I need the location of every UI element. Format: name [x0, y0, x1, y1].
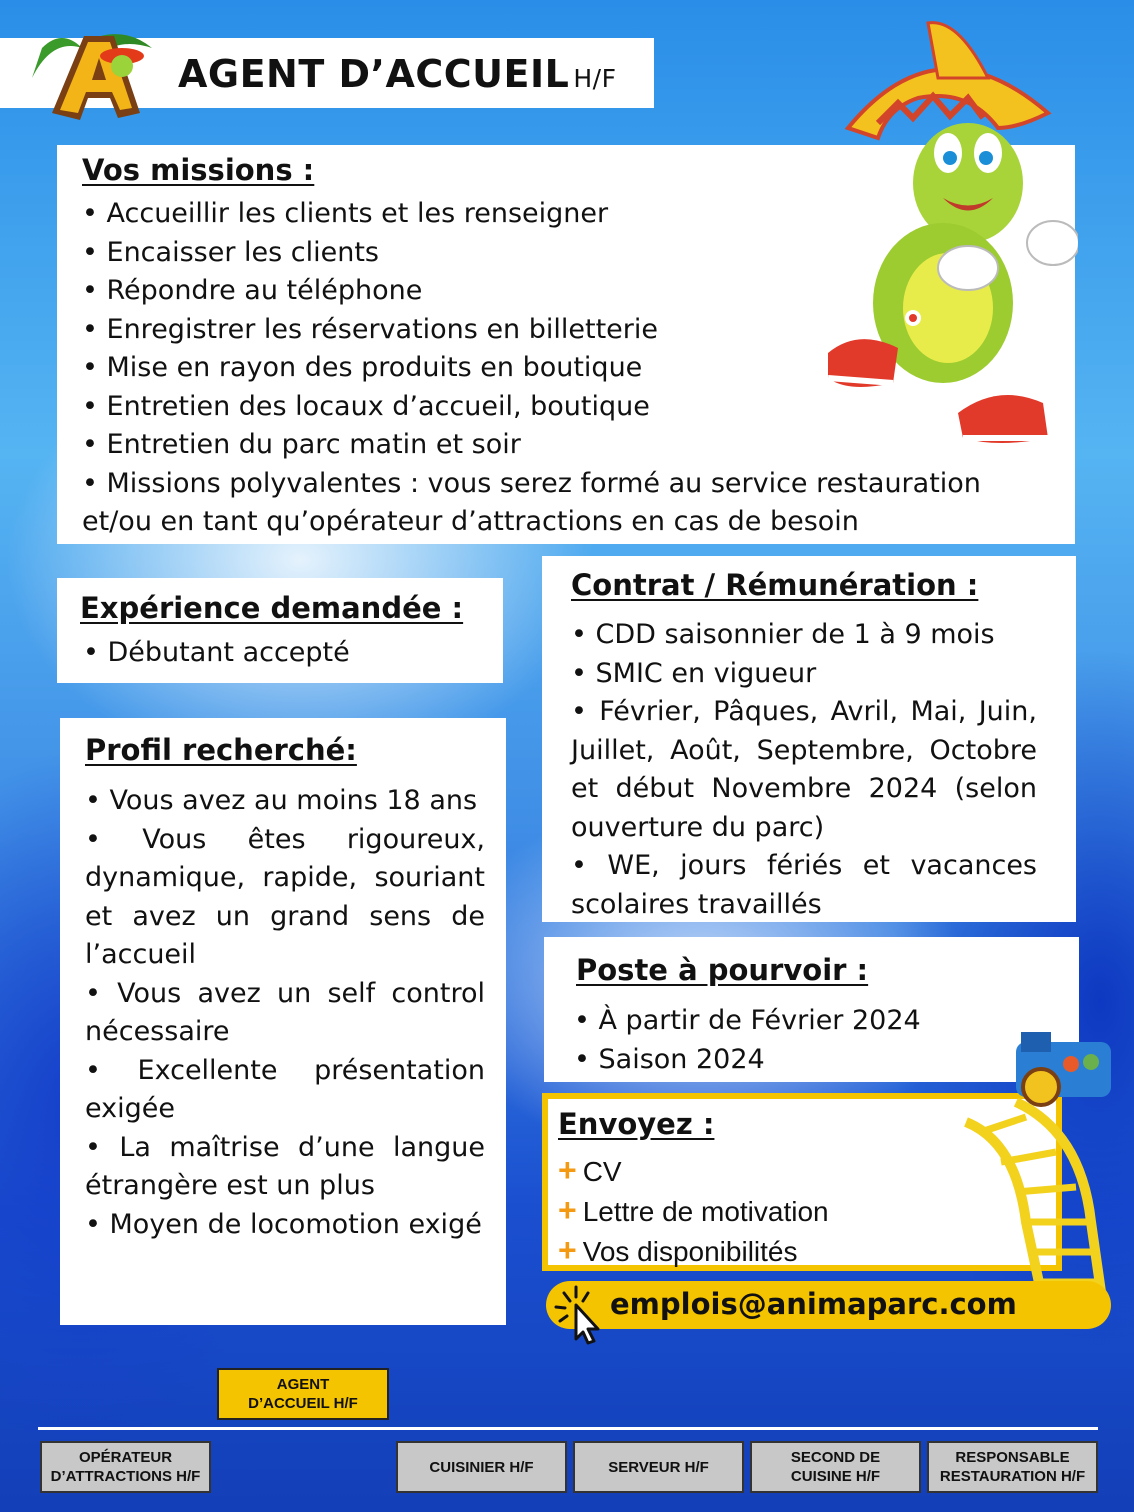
list-item: • Moyen de locomotion exigé [85, 1208, 482, 1240]
list-item: • Vous avez un self control nécessaire [85, 977, 485, 1047]
nav-operateur-attractions-button[interactable]: OPÉRATEUR D’ATTRACTIONS H/F [40, 1441, 211, 1493]
contrat-heading: Contrat / Rémunération : [571, 568, 979, 602]
list-item: • Enregistrer les réservations en billetterie [82, 313, 659, 345]
nav-divider [38, 1427, 1098, 1430]
contrat-list [571, 616, 1037, 924]
profil-section [60, 718, 506, 1325]
envoyez-heading: Envoyez : [558, 1107, 715, 1141]
plus-icon: + [558, 1152, 577, 1188]
nav-second-cuisine-button[interactable]: SECOND DE CUISINE H/F [750, 1441, 921, 1493]
list-item: • Encaisser les clients [82, 236, 379, 268]
mascot-image [818, 18, 1078, 458]
list-item: et/ou en tant qu’opérateur d’attractions en cas de besoin [82, 506, 859, 537]
contrat-section [542, 556, 1076, 922]
list-item: • Février, Pâques, Avril, Mai, Juin, Juillet, Août, Septembre, Octobre et début Novembre 2024 (selon ouverture du parc) [571, 696, 1037, 843]
list-item: • Débutant accepté [83, 637, 350, 668]
missions-heading: Vos missions : [82, 153, 315, 187]
page-title: AGENT D’ACCUEIL H/F [178, 52, 617, 96]
list-item: • À partir de Février 2024 [574, 1005, 921, 1036]
list-item: + CV [558, 1152, 622, 1188]
list-item: • Entretien des locaux d’accueil, boutique [82, 390, 650, 422]
email-banner [546, 1281, 1111, 1329]
nav-responsable-restauration-button[interactable]: RESPONSABLE RESTAURATION H/F [927, 1441, 1098, 1493]
list-item: • Missions polyvalentes : vous serez formé au service restauration [82, 467, 981, 499]
email-address[interactable]: emplois@animaparc.com [610, 1287, 1017, 1321]
experience-heading: Expérience demandée : [80, 591, 464, 625]
plus-icon: + [558, 1192, 577, 1228]
list-item: + Lettre de motivation [558, 1192, 829, 1228]
list-item: • Mise en rayon des produits en boutique [82, 352, 643, 383]
nav-agent-accueil-button[interactable]: AGENT D’ACCUEIL H/F [217, 1368, 389, 1420]
click-cursor-icon [550, 1283, 610, 1345]
list-item: • WE, jours fériés et vacances scolaires travaillés [571, 850, 1037, 920]
list-item: • Vous avez au moins 18 ans [85, 785, 478, 816]
nav-serveur-button[interactable]: SERVEUR H/F [573, 1441, 744, 1493]
list-item: • Vous êtes rigoureux, dynamique, rapide, souriant et avez un grand sens de l’accueil [85, 823, 485, 970]
profil-heading: Profil recherché: [85, 733, 357, 767]
experience-section [57, 578, 503, 683]
plus-icon: + [558, 1232, 577, 1268]
list-item: • La maîtrise d’une langue étrangère est un plus [85, 1131, 485, 1201]
list-item: + Vos disponibilités [558, 1232, 798, 1268]
poste-heading: Poste à pourvoir : [576, 953, 869, 987]
list-item: • Saison 2024 [574, 1043, 765, 1075]
roller-coaster-image [866, 1022, 1126, 1292]
logo-a-icon [22, 18, 172, 128]
list-item: • CDD saisonnier de 1 à 9 mois [571, 619, 995, 650]
list-item: • SMIC en vigueur [571, 657, 817, 689]
profil-list [85, 782, 485, 1244]
list-item: • Excellente présentation exigée [85, 1054, 485, 1124]
list-item: • Entretien du parc matin et soir [82, 429, 521, 460]
list-item: • Accueillir les clients et les renseigner [82, 198, 609, 229]
envoyez-list [558, 1151, 829, 1271]
list-item: • Répondre au téléphone [82, 275, 423, 306]
nav-cuisinier-button[interactable]: CUISINIER H/F [396, 1441, 567, 1493]
